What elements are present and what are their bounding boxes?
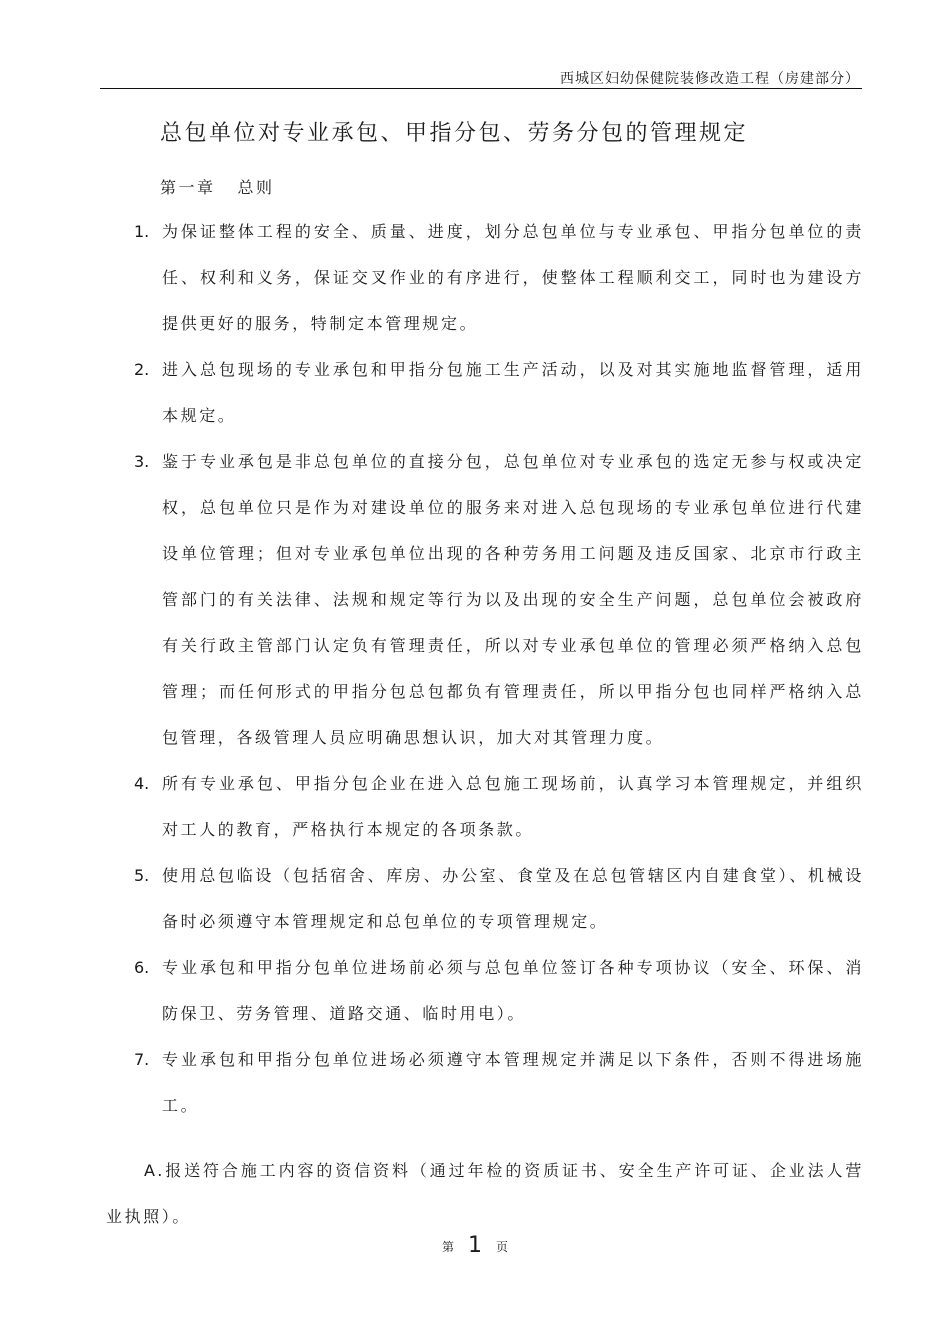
clause-number: 1.: [134, 222, 150, 241]
clause-text: 鉴于专业承包是非总包单位的直接分包，总包单位对专业承包的选定无参与权或决定权，总包单位只是作为对建设单位的服务来对进入总包现场的专业承包单位进行代建设单位管理；但对专业承包单位出现的各种劳务用工问题及违反国家、北京市行政主管部门的有关法律、法规和规定等行为以及出现的安全生产问题，总包单位会被政府有关行政主管部门认定负有管理责任，所以对专业承包单位的管理必须严格纳入总包管理；而任何形式的甲指分包总包都负有管理责任，所以甲指分包也同样严格纳入总包管理，各级管理人员应明确思想认识，加大对其管理力度。: [162, 452, 864, 747]
chapter-heading: [160, 175, 275, 198]
chapter-name: 总则: [237, 178, 275, 197]
clause-item: [134, 853, 864, 945]
clause-number: 4.: [134, 774, 150, 793]
page-number: 1: [468, 1233, 482, 1258]
clause-item: [134, 761, 864, 853]
clause-item: [134, 1037, 864, 1129]
footer-suffix: 页: [496, 1240, 509, 1254]
clause-text: 为保证整体工程的安全、质量、进度，划分总包单位与专业承包、甲指分包单位的责任、权利和义务，保证交叉作业的有序进行，使整体工程顺利交工，同时也为建设方提供更好的服务，特制定本管理规定。: [162, 222, 864, 333]
running-header: 西城区妇幼保健院装修改造工程（房建部分）: [560, 71, 860, 87]
sub-clause-a: [106, 1148, 864, 1240]
clause-text: 专业承包和甲指分包单位进场前必须与总包单位签订各种专项协议（安全、环保、消防保卫、劳务管理、道路交通、临时用电）。: [162, 958, 864, 1023]
clause-list: [134, 209, 864, 1129]
clause-text: 使用总包临设（包括宿舍、库房、办公室、食堂及在总包管辖区内自建食堂）、机械设备时必须遵守本管理规定和总包单位的专项管理规定。: [162, 866, 864, 931]
clause-text: 专业承包和甲指分包单位进场必须遵守本管理规定并满足以下条件，否则不得进场施工。: [162, 1050, 864, 1115]
clause-number: 7.: [134, 1050, 150, 1069]
clause-number: 2.: [134, 360, 150, 379]
clause-item: [134, 347, 864, 439]
header-divider: [100, 88, 862, 89]
page-footer: [0, 1232, 950, 1257]
clause-item: [134, 209, 864, 347]
sub-clause-a-text: A.报送符合施工内容的资信资料（通过年检的资质证书、安全生产许可证、企业法人营业执照）。: [106, 1161, 864, 1226]
clause-text: 所有专业承包、甲指分包企业在进入总包施工现场前，认真学习本管理规定，并组织对工人的教育，严格执行本规定的各项条款。: [162, 774, 864, 839]
footer-prefix: 第: [441, 1240, 454, 1254]
clause-number: 3.: [134, 452, 150, 471]
clause-number: 5.: [134, 866, 150, 885]
clause-text: 进入总包现场的专业承包和甲指分包施工生产活动，以及对其实施地监督管理，适用本规定。: [162, 360, 864, 425]
clause-item: [134, 439, 864, 761]
chapter-number: 第一章: [160, 178, 216, 197]
clause-number: 6.: [134, 958, 150, 977]
clause-item: [134, 945, 864, 1037]
document-title: 总包单位对专业承包、甲指分包、劳务分包的管理规定: [160, 121, 749, 146]
